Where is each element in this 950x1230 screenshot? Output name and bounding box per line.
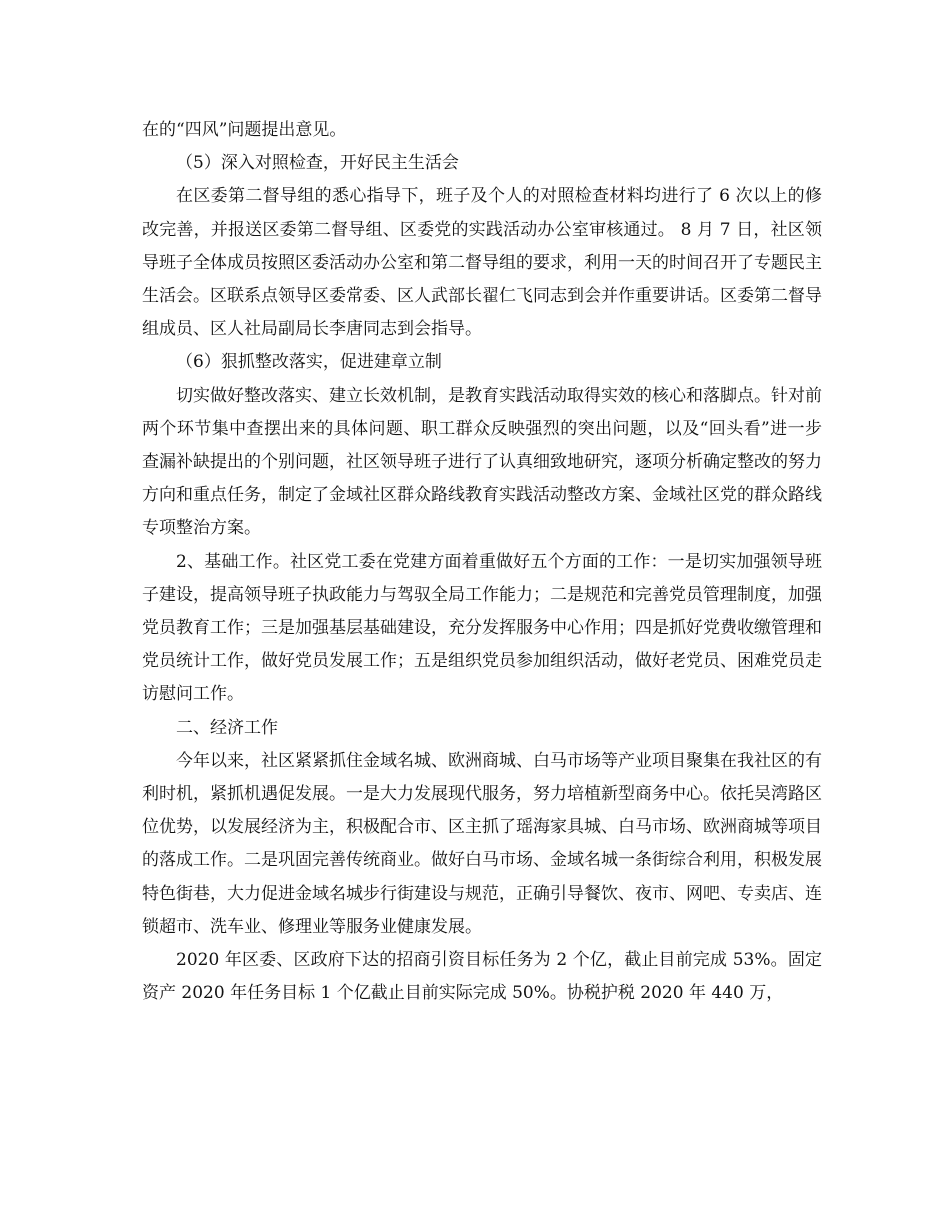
paragraph-targets: 2020 年区委、区政府下达的招商引资目标任务为 2 个亿，截止目前完成 53%。固定资产 2020 年任务目标 1 个亿截止目前实际完成 50%。协税护税 2020 年 440 万，	[142, 950, 822, 1004]
paragraph-economy: 今年以来，社区紧紧抓住金域名城、欧洲商城、白马市场等产业项目聚集在我社区的有利时机，紧抓机遇促发展。一是大力发展现代服务，努力培植新型商务中心。依托吴湾路区位优势，以发展经济为主，积极配合市、区主抓了瑶海家具城、白马市场、欧洲商城等项目的落成工作。二是巩固完善传统商业。做好白马市场、金域名城一条街综合利用，积极发展特色街巷，大力促进金域名城步行街建设与规范，正确引导餐饮、夜市、网吧、专卖店、连锁超市、洗车业、修理业等服务业健康发展。	[142, 750, 822, 937]
section-heading-5: （5）深入对照检查，开好民主生活会	[176, 153, 459, 174]
section-heading-economy: 二、经济工作	[176, 717, 278, 738]
paragraph-continuation: 在的“四风”问题提出意见。	[142, 120, 347, 140]
paragraph-review: 在区委第二督导组的悉心指导下，班子及个人的对照检查材料均进行了 6 次以上的修改完善，并报送区委第二督导组、区委党的实践活动办公室审核通过。 8 月 7 日，社区领导班子全体成员按照区委活动办公室和第二督导组的要求，利用一天的时间召开了专题民主生活会。区联系点领导区委常委、区人武部长翟仁飞同志到会并作重要讲话。区委第二督导组成员、区人社局副局长李唐同志到会指导。	[142, 186, 822, 340]
section-heading-6: （6）狠抓整改落实，促进建章立制	[176, 352, 442, 373]
paragraph-basic-work: 2、基础工作。社区党工委在党建方面着重做好五个方面的工作：一是切实加强领导班子建设，提高领导班子执政能力与驾驭全局工作能力；二是规范和完善党员管理制度，加强党员教育工作；三是加强基层基础建设，充分发挥服务中心作用；四是抓好党费收缴管理和党员统计工作，做好党员发展工作；五是组织党员参加组织活动，做好老党员、困难党员走访慰问工作。	[142, 551, 822, 705]
paragraph-rectification: 切实做好整改落实、建立长效机制，是教育实践活动取得实效的核心和落脚点。针对前两个环节集中查摆出来的具体问题、职工群众反映强烈的突出问题，以及“回头看”进一步查漏补缺提出的个别问题，社区领导班子进行了认真细致地研究，逐项分析确定整改的努力方向和重点任务，制定了金域社区群众路线教育实践活动整改方案、金域社区党的群众路线专项整治方案。	[142, 385, 822, 539]
document-body	[142, 114, 822, 1010]
